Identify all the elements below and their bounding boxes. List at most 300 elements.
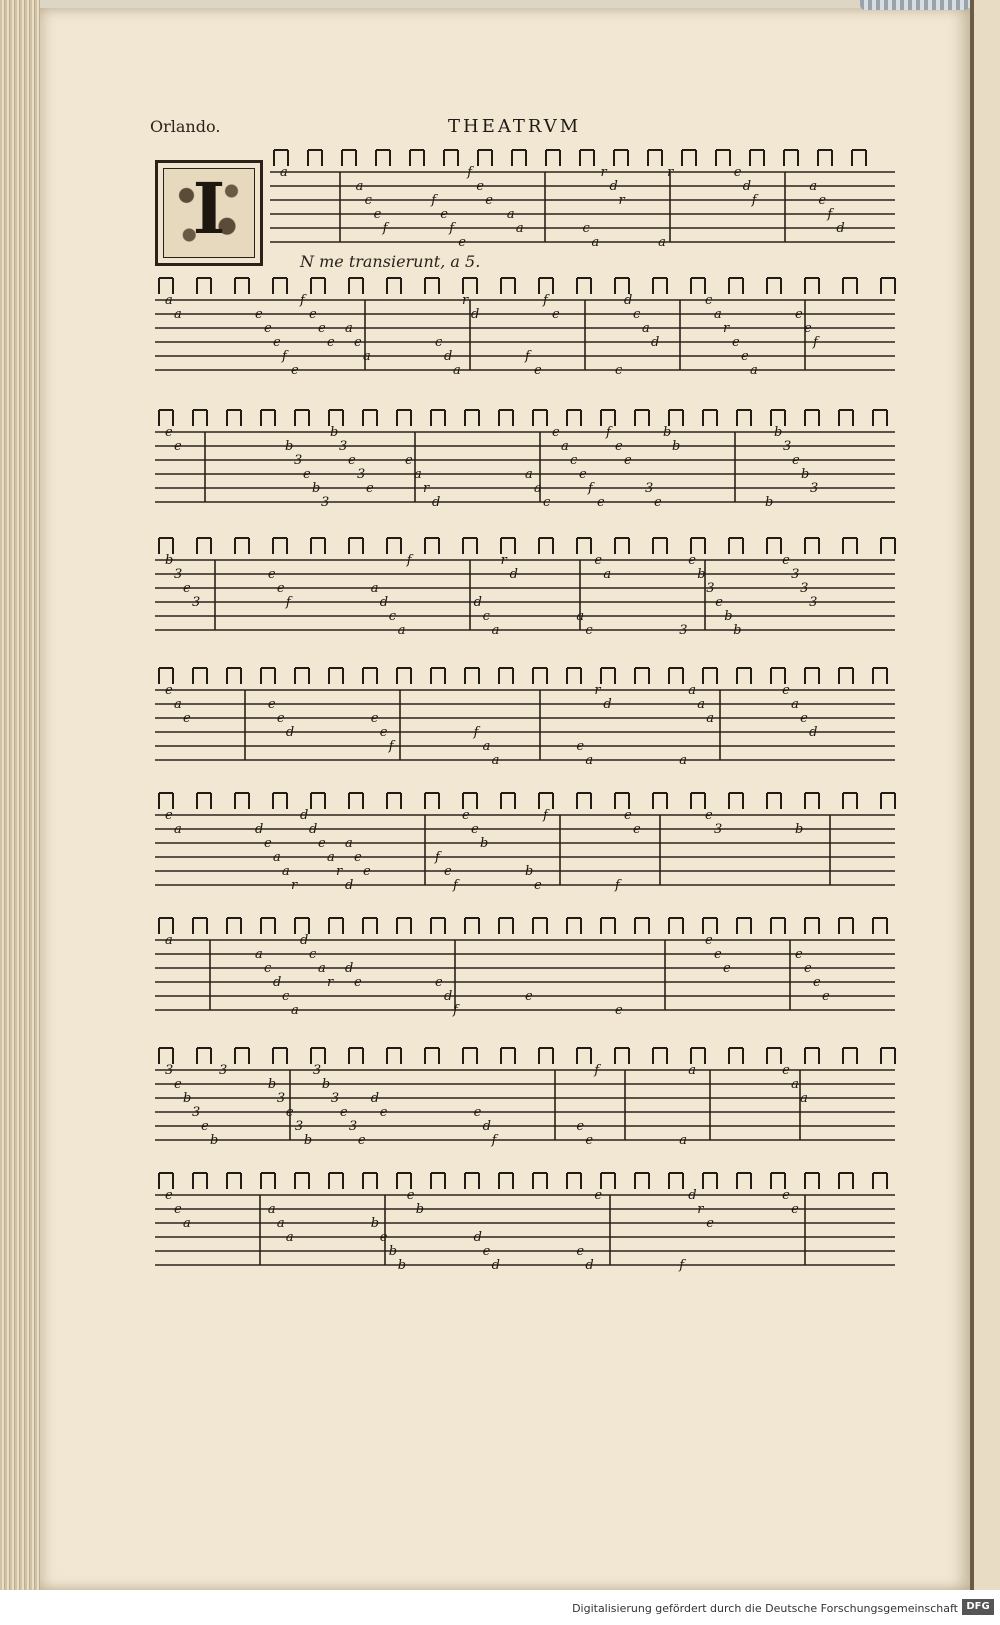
tab-letter: a — [165, 293, 173, 308]
rhythm-flag — [311, 793, 325, 809]
rhythm-flag — [669, 410, 683, 426]
tab-letter: r — [462, 293, 469, 308]
tab-letter: a — [291, 1003, 299, 1018]
tab-letter: a — [345, 836, 353, 851]
tab-letter: e — [201, 1119, 209, 1134]
tab-letter: d — [370, 1091, 380, 1106]
rhythm-flag — [463, 538, 477, 554]
tab-letter: e — [705, 933, 713, 948]
rhythm-flag — [478, 150, 492, 166]
tab-letter: b — [795, 822, 804, 837]
tab-letter: e — [714, 947, 722, 962]
tab-letter: e — [594, 1188, 603, 1203]
tab-letter: a — [576, 609, 585, 624]
tab-letter: e — [303, 467, 311, 482]
tab-letter: 3 — [357, 467, 366, 482]
tab-letter: d — [255, 822, 264, 837]
rhythm-flag — [839, 410, 853, 426]
tab-letter: e — [654, 495, 662, 510]
tab-letter: e — [458, 235, 466, 250]
tab-letter: e — [473, 1105, 482, 1120]
tab-letter: a — [591, 235, 600, 250]
rhythm-flag — [839, 918, 853, 934]
tab-letter: 3 — [645, 481, 654, 496]
rhythm-flag — [465, 1173, 479, 1189]
tab-letter: d — [585, 1258, 594, 1273]
tab-letter: a — [688, 1063, 697, 1078]
tab-letter: f — [300, 293, 305, 308]
tab-letter: e — [354, 335, 362, 350]
rhythm-flag — [567, 918, 581, 934]
rhythm-flag — [577, 1048, 591, 1064]
rhythm-flag — [691, 538, 705, 554]
tab-letter: b — [525, 864, 534, 879]
tab-letter: e — [791, 1202, 799, 1217]
tab-letter: f — [679, 1258, 685, 1273]
tablature-system — [155, 793, 895, 893]
rhythm-flag — [653, 1048, 667, 1064]
rhythm-flag — [159, 278, 173, 294]
rhythm-flag — [843, 1048, 857, 1064]
tab-letter: c — [585, 623, 593, 638]
tab-letter: e — [370, 711, 379, 726]
tab-letter: 3 — [800, 581, 809, 596]
tab-letter: e — [267, 567, 276, 582]
rhythm-flag — [539, 793, 553, 809]
dfg-logo: DFG — [962, 1599, 994, 1615]
tab-letter: b — [415, 1202, 425, 1217]
rhythm-flag — [615, 1048, 629, 1064]
tab-letter: a — [791, 697, 799, 712]
rhythm-flag — [387, 793, 401, 809]
tab-letter: e — [354, 850, 362, 865]
tab-letter: e — [706, 1216, 714, 1231]
footer-credit: Digitalisierung gefördert durch die Deutsche Forschungsgemeinschaft — [572, 1602, 958, 1615]
rhythm-flag — [273, 278, 287, 294]
rhythm-flag — [577, 793, 591, 809]
rhythm-flag — [653, 278, 667, 294]
tab-letter: e — [379, 725, 388, 740]
tab-letter: e — [688, 553, 696, 568]
tab-letter: e — [276, 711, 285, 726]
tab-letter: e — [732, 335, 740, 350]
rhythm-flag — [227, 918, 241, 934]
tab-letter: e — [327, 335, 335, 350]
tab-letter: e — [435, 975, 443, 990]
rhythm-flag — [431, 1173, 445, 1189]
rhythm-flag — [295, 410, 309, 426]
rhythm-flag — [881, 278, 895, 294]
tab-letter: e — [440, 207, 448, 222]
rhythm-flag — [805, 410, 819, 426]
rhythm-flag — [767, 278, 781, 294]
rhythm-flag — [501, 793, 515, 809]
rhythm-flag — [193, 918, 207, 934]
rhythm-flag — [729, 278, 743, 294]
rhythm-flag — [465, 668, 479, 684]
tab-letter: a — [482, 739, 491, 754]
tablature-system — [155, 410, 895, 510]
rhythm-flag — [363, 918, 377, 934]
rhythm-flag — [533, 668, 547, 684]
rhythm-flag — [295, 668, 309, 684]
rhythm-flag — [881, 1048, 895, 1064]
tab-letter: a — [688, 683, 697, 698]
rhythm-flag — [499, 668, 513, 684]
tab-letter: 3 — [706, 581, 715, 596]
tab-letter: e — [318, 836, 326, 851]
rhythm-flag — [463, 1048, 477, 1064]
rhythm-flag — [193, 668, 207, 684]
tab-letter: e — [291, 363, 299, 378]
rhythm-flag — [805, 793, 819, 809]
rhythm-flag — [425, 1048, 439, 1064]
rhythm-flag — [703, 668, 717, 684]
rhythm-flag — [805, 1048, 819, 1064]
tab-letter: c — [705, 293, 713, 308]
rhythm-flag — [295, 1173, 309, 1189]
tab-letter: a — [534, 481, 542, 496]
rhythm-flag — [843, 538, 857, 554]
tab-letter: e — [165, 808, 173, 823]
rhythm-flag — [499, 1173, 513, 1189]
rhythm-flag — [653, 538, 667, 554]
tab-letter: a — [255, 947, 263, 962]
tablature-system — [155, 278, 895, 378]
rhythm-flag — [805, 538, 819, 554]
tab-letter: c — [633, 307, 641, 322]
tab-letter: d — [444, 349, 453, 364]
tablature-system — [155, 1048, 895, 1148]
rhythm-flag — [601, 668, 615, 684]
tab-letter: r — [500, 553, 507, 568]
rhythm-flag — [839, 668, 853, 684]
rhythm-flag — [615, 538, 629, 554]
rhythm-flag — [653, 793, 667, 809]
rhythm-flag — [533, 410, 547, 426]
tab-letter: a — [491, 623, 500, 638]
rhythm-flag — [197, 538, 211, 554]
rhythm-flag — [463, 793, 477, 809]
rhythm-flag — [363, 410, 377, 426]
rhythm-flag — [349, 1048, 363, 1064]
tab-letter: f — [435, 850, 440, 865]
footer-bar — [0, 1590, 1000, 1625]
tab-letter: e — [615, 439, 623, 454]
rhythm-flag — [261, 668, 275, 684]
tab-letter: c — [435, 335, 443, 350]
tab-letter: f — [588, 481, 593, 496]
rhythm-flag — [729, 793, 743, 809]
rhythm-flag — [648, 150, 662, 166]
tab-letter: d — [309, 822, 318, 837]
rhythm-flag — [499, 918, 513, 934]
rhythm-flag — [716, 150, 730, 166]
rhythm-flag — [311, 538, 325, 554]
tab-letter: f — [525, 349, 530, 364]
tab-letter: f — [449, 221, 455, 236]
rhythm-flag — [691, 278, 705, 294]
rhythm-flag — [235, 793, 249, 809]
tab-letter: f — [388, 739, 394, 754]
tab-letter: b — [303, 1133, 313, 1148]
rhythm-flag — [227, 1173, 241, 1189]
rhythm-flag — [784, 150, 798, 166]
tab-letter: e — [594, 553, 603, 568]
tab-letter: b — [663, 425, 672, 440]
tab-letter: e — [476, 179, 484, 194]
tab-letter: f — [453, 878, 458, 893]
tab-letter: f — [453, 1003, 458, 1018]
tablature-system — [155, 1173, 895, 1273]
rhythm-flag — [349, 278, 363, 294]
tab-letter: d — [624, 293, 633, 308]
tab-letter: e — [525, 989, 533, 1004]
rhythm-flag — [843, 793, 857, 809]
rhythm-flag — [431, 668, 445, 684]
tab-letter: e — [165, 1188, 173, 1203]
tab-letter: e — [406, 1188, 415, 1203]
tab-letter: d — [651, 335, 660, 350]
rhythm-flag — [363, 668, 377, 684]
tab-letter: b — [312, 481, 321, 496]
tab-letter: d — [432, 495, 441, 510]
tab-letter: e — [818, 193, 827, 208]
rhythm-flag — [197, 278, 211, 294]
rhythm-flag — [363, 1173, 377, 1189]
rhythm-flag — [767, 538, 781, 554]
rhythm-flag — [737, 918, 751, 934]
rhythm-flag — [601, 410, 615, 426]
tab-letter: c — [282, 989, 290, 1004]
rhythm-flag — [669, 1173, 683, 1189]
tab-letter: e — [782, 683, 790, 698]
tab-letter: e — [462, 808, 470, 823]
rhythm-flag — [533, 918, 547, 934]
rhythm-flag — [499, 410, 513, 426]
tab-letter: e — [285, 1105, 294, 1120]
rhythm-flag — [311, 278, 325, 294]
rhythm-flag — [501, 278, 515, 294]
tab-letter: 3 — [174, 567, 183, 582]
tab-letter: a — [165, 933, 173, 948]
rhythm-flag — [805, 278, 819, 294]
rhythm-flag — [273, 538, 287, 554]
rhythm-flag — [771, 1173, 785, 1189]
rhythm-flag — [767, 1048, 781, 1064]
tab-letter: c — [582, 221, 590, 236]
tab-letter: a — [174, 822, 182, 837]
tab-letter: e — [624, 453, 632, 468]
rhythm-flag — [387, 538, 401, 554]
tab-letter: d — [300, 808, 309, 823]
tab-letter: a — [280, 165, 288, 180]
tab-letter: e — [804, 321, 812, 336]
tab-letter: 3 — [192, 1105, 201, 1120]
tab-letter: f — [406, 553, 412, 568]
tab-letter: e — [576, 1244, 585, 1259]
rhythm-flag — [577, 278, 591, 294]
tablature-system — [155, 538, 895, 638]
tab-letter: e — [576, 1119, 585, 1134]
rhythm-flag — [567, 410, 581, 426]
rhythm-flag — [329, 1173, 343, 1189]
running-head-left: Orlando. — [150, 117, 221, 136]
tab-letter: a — [174, 697, 182, 712]
rhythm-flag — [737, 1173, 751, 1189]
tab-letter: b — [672, 439, 681, 454]
tab-letter: e — [354, 975, 362, 990]
tab-letter: a — [750, 363, 758, 378]
rhythm-flag — [567, 668, 581, 684]
rhythm-flag — [349, 793, 363, 809]
tab-letter: e — [405, 453, 413, 468]
tab-letter: e — [174, 1202, 182, 1217]
tab-letter: a — [370, 581, 379, 596]
tab-letter: e — [183, 581, 191, 596]
rhythm-flag — [852, 150, 866, 166]
tab-letter: c — [264, 961, 272, 976]
tab-letter: b — [765, 495, 774, 510]
tab-letter: e — [615, 1003, 623, 1018]
tab-letter: e — [733, 165, 742, 180]
tab-letter: r — [600, 165, 607, 180]
tab-letter: r — [667, 165, 674, 180]
tab-letter: f — [606, 425, 611, 440]
tab-letter: f — [813, 335, 818, 350]
rhythm-flag — [273, 1048, 287, 1064]
tab-letter: f — [282, 349, 287, 364]
tab-letter: e — [357, 1133, 366, 1148]
tab-letter: e — [174, 1077, 182, 1092]
rhythm-flag — [159, 1173, 173, 1189]
tab-letter: 3 — [192, 595, 201, 610]
rhythm-flag — [227, 410, 241, 426]
tab-letter: e — [715, 595, 723, 610]
tab-letter: e — [482, 1244, 491, 1259]
rhythm-flag — [567, 1173, 581, 1189]
running-title: THEATRVM — [448, 116, 582, 137]
tab-letter: r — [723, 321, 730, 336]
rhythm-flag — [410, 150, 424, 166]
tab-letter: e — [534, 878, 542, 893]
rhythm-flag — [577, 538, 591, 554]
tab-letter: e — [705, 808, 713, 823]
tab-letter: c — [543, 495, 551, 510]
rhythm-flag — [311, 1048, 325, 1064]
tab-letter: d — [809, 725, 818, 740]
tab-letter: b — [397, 1258, 407, 1273]
tab-letter: c — [615, 363, 623, 378]
rhythm-flag — [818, 150, 832, 166]
tab-letter: 3 — [330, 1091, 340, 1106]
tab-letter: e — [264, 836, 272, 851]
tab-letter: a — [345, 321, 353, 336]
tab-letter: f — [751, 193, 757, 208]
tab-letter: b — [733, 623, 742, 638]
tab-letter: a — [414, 467, 422, 482]
rhythm-flag — [387, 278, 401, 294]
rhythm-flag — [737, 410, 751, 426]
tab-letter: e — [264, 321, 272, 336]
tab-letter: e — [379, 1230, 388, 1245]
tab-letter: a — [318, 961, 326, 976]
tab-letter: a — [355, 179, 364, 194]
rhythm-flag — [329, 918, 343, 934]
rhythm-flag — [501, 1048, 515, 1064]
rhythm-flag — [329, 668, 343, 684]
tab-letter: d — [688, 1188, 697, 1203]
rhythm-flag — [805, 918, 819, 934]
rhythm-flag — [873, 1173, 887, 1189]
tab-letter: d — [609, 179, 618, 194]
tab-letter: d — [836, 221, 845, 236]
tab-letter: a — [174, 307, 182, 322]
rhythm-flag — [615, 793, 629, 809]
tab-letter: a — [267, 1202, 276, 1217]
tab-letter: b — [321, 1077, 331, 1092]
rhythm-flag — [750, 150, 764, 166]
rhythm-flag — [805, 668, 819, 684]
rhythm-flag — [397, 918, 411, 934]
tab-letter: e — [485, 193, 493, 208]
rhythm-flag — [425, 793, 439, 809]
tab-letter: c — [309, 947, 317, 962]
tab-letter: a — [679, 1133, 688, 1148]
tab-letter: e — [552, 307, 560, 322]
rhythm-flag — [397, 668, 411, 684]
tab-letter: 3 — [348, 1119, 358, 1134]
tab-letter: e — [276, 581, 285, 596]
rhythm-flag — [159, 668, 173, 684]
rhythm-flag — [431, 410, 445, 426]
rhythm-flag — [614, 150, 628, 166]
tab-letter: e — [379, 1105, 388, 1120]
rhythm-flag — [635, 668, 649, 684]
rhythm-flag — [669, 918, 683, 934]
tab-letter: b — [724, 609, 733, 624]
rhythm-flag — [881, 793, 895, 809]
rhythm-flag — [539, 278, 553, 294]
tab-letter: e — [795, 947, 803, 962]
tab-letter: e — [576, 739, 585, 754]
tab-letter: a — [791, 1077, 799, 1092]
rhythm-flag — [501, 538, 515, 554]
tab-letter: e — [534, 363, 542, 378]
tablature-system — [155, 668, 895, 768]
rhythm-flag — [261, 1173, 275, 1189]
tab-letter: 3 — [321, 495, 330, 510]
tab-letter: e — [741, 349, 749, 364]
rhythm-flag — [295, 918, 309, 934]
rhythm-flag — [329, 410, 343, 426]
tab-letter: e — [363, 864, 371, 879]
tab-letter: a — [561, 439, 569, 454]
tab-letter: e — [165, 683, 173, 698]
rhythm-flag — [235, 278, 249, 294]
tab-letter: d — [473, 1230, 482, 1245]
tab-letter: d — [473, 595, 482, 610]
tab-letter: e — [273, 335, 281, 350]
tab-letter: e — [579, 467, 587, 482]
rhythm-flag — [703, 1173, 717, 1189]
tab-letter: b — [774, 425, 783, 440]
tab-letter: a — [285, 1230, 294, 1245]
rhythm-flag — [729, 538, 743, 554]
tab-letter: b — [697, 567, 706, 582]
tab-letter: a — [183, 1216, 191, 1231]
rhythm-flag — [533, 1173, 547, 1189]
